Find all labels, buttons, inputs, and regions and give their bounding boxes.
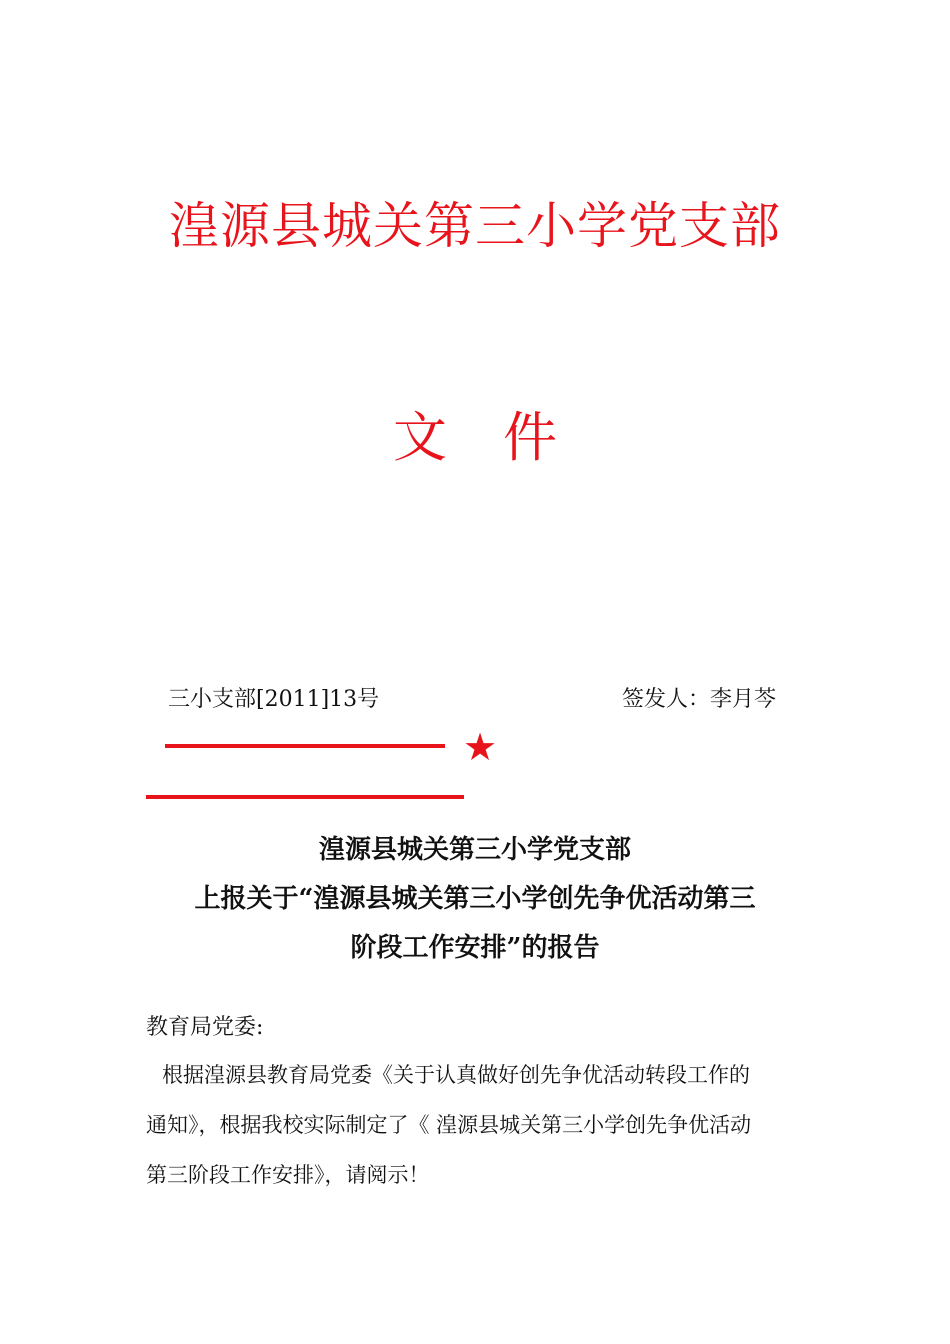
addressee: 教育局党委: (146, 1015, 264, 1040)
report-title-line-1: 湟源县城关第三小学党支部 (318, 835, 631, 865)
body-line-1: 根据湟源县教育局党委《关于认真做好创先争优活动转段工作的 (162, 1063, 750, 1087)
red-star-icon: ★ (463, 725, 498, 769)
report-title-line-2: 上报关于“湟源县城关第三小学创先争优活动第三 (194, 884, 756, 914)
red-divider-line-bottom (146, 795, 464, 799)
body-line-2: 通知》，根据我校实际制定了《 湟源县城关第三小学创先争优活动 (146, 1113, 752, 1137)
document-word (0, 406, 950, 471)
signer-name: 李月芩 (710, 687, 777, 712)
signer-label: 签发人： (622, 687, 711, 712)
org-title: 湟源县城关第三小学党支部 (169, 197, 781, 255)
report-title-line-3: 阶段工作安排”的报告 (350, 933, 600, 963)
doc-word-2: 件 (503, 406, 557, 469)
doc-word-1: 文 (393, 406, 447, 469)
report-title (140, 826, 810, 973)
document-number: 三小支部[2011]13号 (168, 687, 380, 712)
red-divider-line-top (165, 744, 445, 748)
body-line-3: 第三阶段工作安排》，请阅示！ (146, 1163, 430, 1187)
signer (622, 682, 776, 713)
body-paragraph (146, 1050, 806, 1200)
